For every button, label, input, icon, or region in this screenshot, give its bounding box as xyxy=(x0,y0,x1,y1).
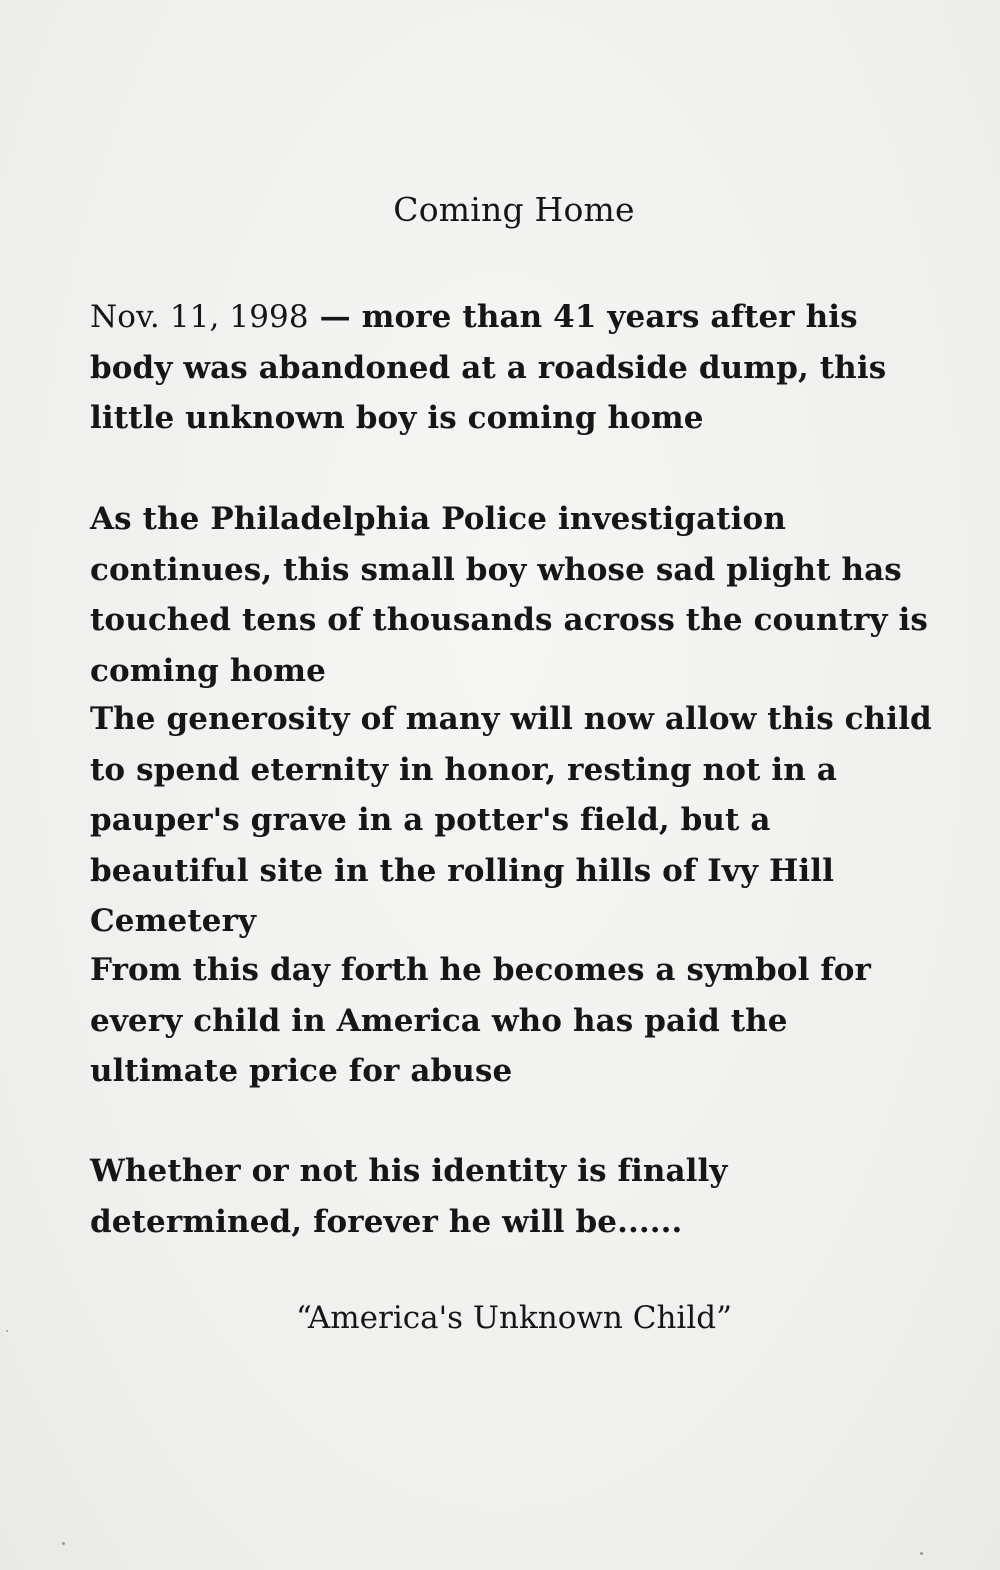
paragraph-identity: Whether or not his identity is finally determined, forever he will be...... xyxy=(90,1153,728,1240)
paragraph-date: Nov. 11, 1998 xyxy=(90,299,309,335)
paragraph-generosity: The generosity of many will now allow this child to spend eternity in honor, resting not in a pauper's grave in a potter's field, but a beautiful site in the rolling hills of Ivy Hill Cemetery xyxy=(90,701,932,939)
paragraph-investigation: As the Philadelphia Police investigation continues, this small boy whose sad plight has touched tens of thousands across the country is coming home xyxy=(90,501,928,689)
paper-speck xyxy=(6,1330,8,1332)
closing-quote: “America's Unknown Child” xyxy=(296,1300,732,1336)
paper-speck xyxy=(920,1552,923,1555)
page-title: Coming Home xyxy=(393,190,635,229)
paper-speck xyxy=(62,1542,65,1545)
paragraph-text: — more than 41 years after his body was abandoned at a roadside dump, this little unknown boy is coming home xyxy=(90,299,887,436)
paragraph-coming-home-date xyxy=(90,292,940,444)
paragraph-symbol: From this day forth he becomes a symbol for every child in America who has paid the ultimate price for abuse xyxy=(90,952,871,1089)
